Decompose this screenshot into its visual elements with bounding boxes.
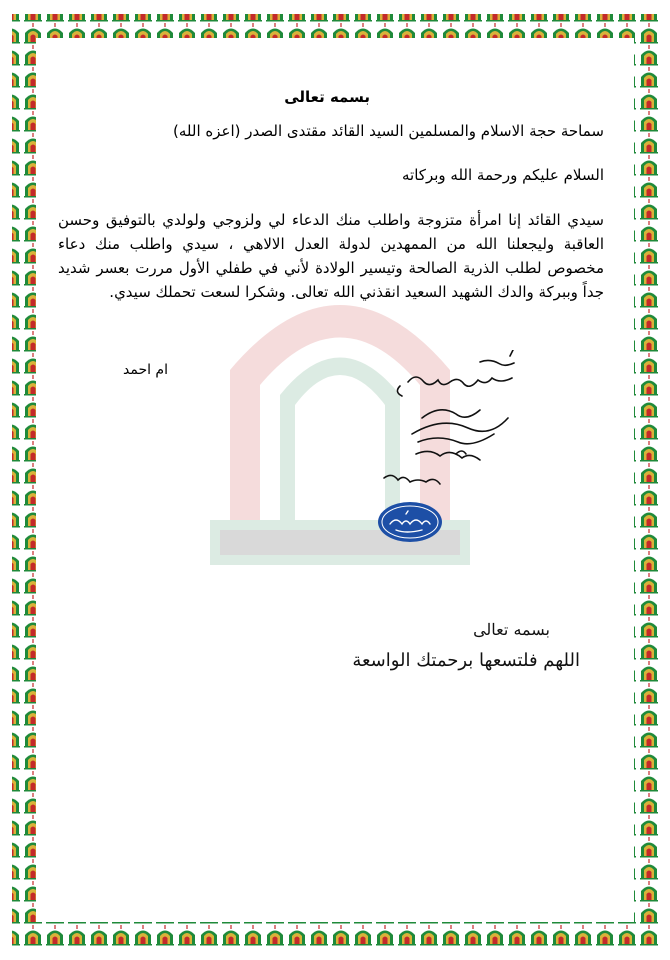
- reply-basmala: بسمه تعالى: [473, 620, 550, 639]
- letter-basmala: بسمه تعالى: [284, 88, 370, 106]
- letter-sender: ام احمد: [123, 362, 168, 378]
- reply-text: اللهم فلتسعها برحمتك الواسعة: [352, 650, 580, 671]
- letter-body: سيدي القائد إنا امرأة متزوجة واطلب منك الدعاء لي ولزوجي ولولدي بالتوفيق وحسن العاقبة وليجعلنا الله من الممهدين لدولة العدل الالاهي ، سيدي واطلب منك دعاء مخصوص لطلب الذرية الصالحة وتيسير الولادة لأني في طفلي الأول مررت بعسر شديد جداً وببركة والدك الشهيد السعيد انقذني الله تعالى. وشكرا لسعت تحملك سيدي.: [58, 211, 604, 301]
- letter-addressee: سماحة حجة الاسلام والمسلمين السيد القائد مقتدى الصدر (اعزه الله): [173, 122, 604, 140]
- blue-oval-seal-icon: [376, 500, 444, 544]
- letter-greeting: السلام عليكم ورحمة الله وبركاته: [402, 166, 604, 184]
